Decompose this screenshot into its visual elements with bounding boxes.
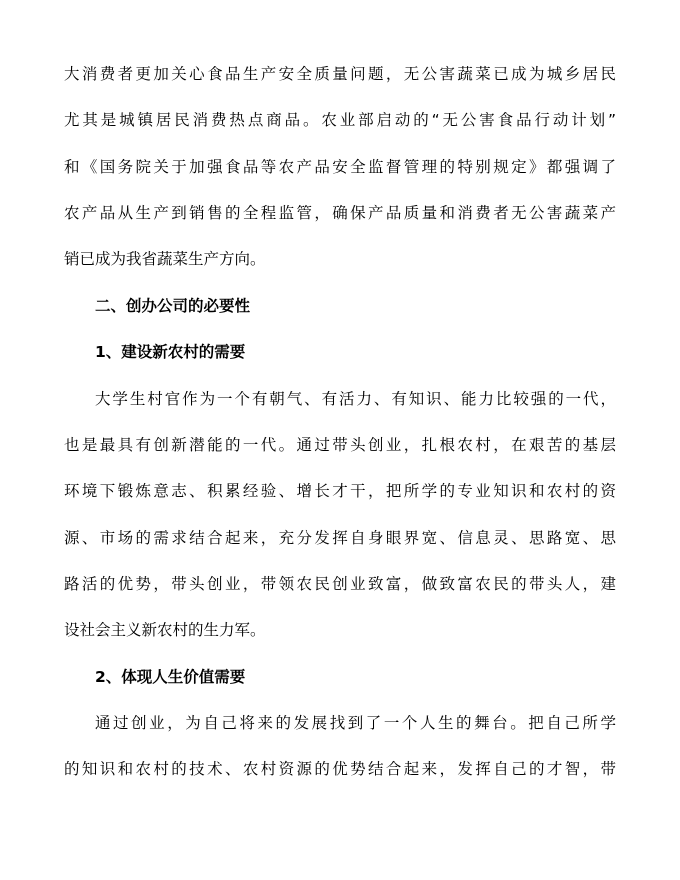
paragraph-line: 也是最具有创新潜能的一代。通过带头创业，扎根农村，在艰苦的基层 xyxy=(64,436,616,454)
paragraph-line: 大学生村官作为一个有朝气、有活力、有知识、能力比较强的一代， xyxy=(95,390,616,408)
paragraph-line: 通过创业，为自己将来的发展找到了一个人生的舞台。把自己所学 xyxy=(95,714,616,732)
subsection-heading: 2、体现人生价值需要 xyxy=(95,668,246,686)
paragraph-line: 路活的优势，带头创业，带领农民创业致富，做致富农民的带头人，建 xyxy=(64,575,616,593)
paragraph-line: 源、市场的需求结合起来，充分发挥自身眼界宽、信息灵、思路宽、思 xyxy=(64,529,616,547)
paragraph-line: 环境下锻炼意志、积累经验、增长才干，把所学的专业知识和农村的资 xyxy=(64,482,616,500)
paragraph-line: 设社会主义新农村的生力军。 xyxy=(64,621,266,639)
paragraph-line: 农产品从生产到销售的全程监管，确保产品质量和消费者无公害蔬菜产 xyxy=(64,204,616,222)
section-heading: 二、创办公司的必要性 xyxy=(95,297,251,315)
paragraph-line: 销已成为我省蔬菜生产方向。 xyxy=(64,250,266,268)
paragraph-line: 大消费者更加关心食品生产安全质量问题，无公害蔬菜已成为城乡居民 xyxy=(64,65,616,83)
paragraph-line: 和《国务院关于加强食品等农产品安全监督管理的特别规定》都强调了 xyxy=(64,158,616,176)
paragraph-line: 尤其是城镇居民消费热点商品。农业部启动的“无公害食品行动计划” xyxy=(64,111,616,129)
paragraph-line: 的知识和农村的技术、农村资源的优势结合起来，发挥自己的才智，带 xyxy=(64,760,616,778)
subsection-heading: 1、建设新农村的需要 xyxy=(95,343,246,361)
